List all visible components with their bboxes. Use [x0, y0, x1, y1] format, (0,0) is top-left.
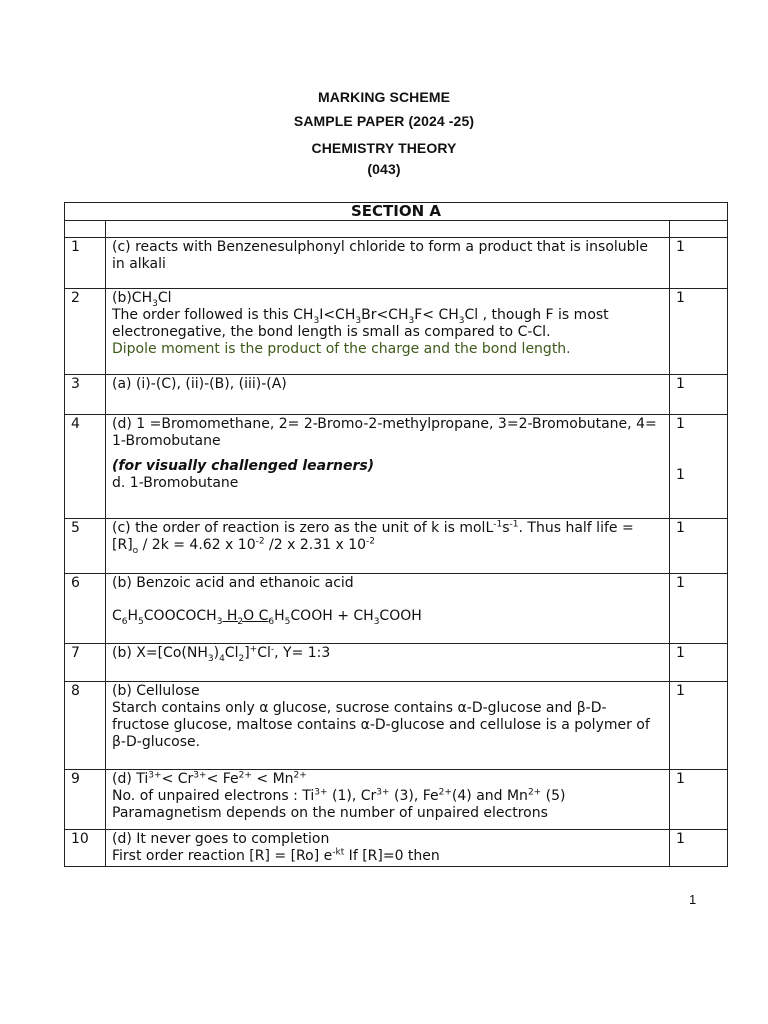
reaction-equation: $C_6H_5COOCOCH_3$ $H_2O$ $C_6H_5COOH$ + $CH_3COOH$: [112, 608, 422, 627]
question-number: 8: [65, 682, 106, 770]
spacer-row: [65, 221, 728, 238]
question-number: 10: [65, 830, 106, 867]
table-row: [65, 519, 728, 574]
question-number: 4: [65, 415, 106, 519]
marking-table: [64, 202, 728, 867]
question-number: 9: [65, 770, 106, 830]
marks-cell: 1: [669, 770, 727, 830]
answer-cell: (b) $X=[Co(NH_3)_4Cl_2]^+Cl^-$, Y= 1:3: [106, 644, 670, 682]
answer-cell: (b) Benzoic acid and ethanoic acid $C_6H_5COOCOCH_3$ $H_2O$ $C_6H_5COOH$ + $CH_3COOH$: [106, 574, 670, 644]
marks-cell: 1: [669, 574, 727, 644]
table-row: [65, 415, 728, 519]
explanation: The order followed is this $CH_3I<CH_3Br<CH_3F< CH_3Cl$ , though F is most electronegative, the bond length is small as compared to C-Cl.: [112, 307, 609, 340]
question-number: 5: [65, 519, 106, 574]
question-number: 2: [65, 289, 106, 375]
table-row: [65, 289, 728, 375]
table-row: [65, 644, 728, 682]
marks-cell: 1: [669, 830, 727, 867]
answer-cell: $(b)CH_3Cl$ The order followed is this $CH_3I<CH_3Br<CH_3F< CH_3Cl$ , though F is most electronegative, the bond length is small as compared to C-Cl. Dipole moment is the product of the charge and the bond length.: [106, 289, 670, 375]
marks-cell: 1: [669, 238, 727, 289]
question-number: 3: [65, 375, 106, 415]
visually-challenged-answer: d. 1-Bromobutane: [112, 475, 239, 491]
title-sample-paper: SAMPLE PAPER (2024 -25): [293, 113, 475, 129]
table-row: [65, 574, 728, 644]
title-code: (043): [367, 161, 401, 177]
table-row: [65, 682, 728, 770]
marks-cell: 1: [669, 682, 727, 770]
explanation: First order reaction [R] = [Ro] $e^{-kt}$ If [R]=0 then: [112, 847, 440, 864]
answer-cell: (d) $Ti^{3+}< Cr^{3+}< Fe^{2+} < Mn^{2+}$ No. of unpaired electrons : $Ti^{3+}$ (1), $Cr^{3+}$ (3), $Fe^{2+}(4)$ and $Mn^{2+}$ (5) Paramagnetism depends on the number of unpaired electrons: [106, 770, 670, 830]
table-row: [65, 238, 728, 289]
question-number: 7: [65, 644, 106, 682]
answer-cell: (b) Cellulose Starch contains only α glucose, sucrose contains α-D-glucose and β-D-fructose glucose, maltose contains α-D-glucose and cellulose is a polymer of β-D-glucose.: [106, 682, 670, 770]
page-number: 1: [689, 892, 697, 907]
visually-challenged-heading: (for visually challenged learners): [112, 458, 375, 474]
paramagnetism-note: Paramagnetism depends on the number of unpaired electrons: [112, 805, 548, 821]
explanation: Starch contains only α glucose, sucrose contains α-D-glucose and β-D-fructose glucose, maltose contains α-D-glucose and cellulose is a polymer of β-D-glucose.: [112, 700, 650, 750]
marks-cell: 1: [669, 289, 727, 375]
marks-cell: 1: [669, 375, 727, 415]
section-header-row: [65, 203, 728, 221]
table-row: [65, 770, 728, 830]
question-number: 6: [65, 574, 106, 644]
question-number: 1: [65, 238, 106, 289]
answer-cell: (a) (i)-(C), (ii)-(B), (iii)-(A): [106, 375, 670, 415]
section-title: SECTION A: [65, 203, 728, 221]
title-marking-scheme: MARKING SCHEME: [317, 89, 451, 105]
answer-cell: (d) It never goes to completion First order reaction [R] = [Ro] $e^{-kt}$ If [R]=0 then: [106, 830, 670, 867]
answer-cell: (c) reacts with Benzenesulphonyl chloride to form a product that is insoluble in alkali: [106, 238, 670, 289]
table-row: [65, 375, 728, 415]
dipole-note: Dipole moment is the product of the charge and the bond length.: [112, 341, 571, 357]
marks-cell: 1: [669, 519, 727, 574]
answer-cell: (c) the order of reaction is zero as the unit of k is $molL^{-1}s^{-1}$. Thus half life = $[R]_o / 2k = 4.62$ x $10^{-2}$ /2 x 2.31 x $10^{-2}$: [106, 519, 670, 574]
table-row: [65, 830, 728, 867]
answer-cell: (d) 1 =Bromomethane, 2= 2-Bromo-2-methylpropane, 3=2-Bromobutane, 4= 1-Bromobutane (for visually challenged learners) d. 1-Bromobutane: [106, 415, 670, 519]
title-subject: CHEMISTRY THEORY: [311, 140, 457, 156]
marks-cell: 1 1: [669, 415, 727, 519]
marks-cell: 1: [669, 644, 727, 682]
